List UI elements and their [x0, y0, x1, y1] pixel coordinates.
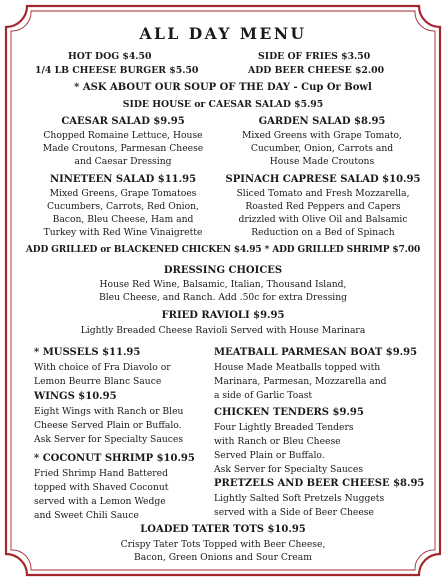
- meatball-boat-title: MEATBALL PARMESAN BOAT $9.95: [214, 347, 418, 358]
- mussels-desc-line: With choice of Fra Diavolo or: [34, 362, 171, 373]
- spinach-desc-line: Roasted Red Peppers and Capers: [245, 201, 401, 212]
- meatball-desc-line: Marinara, Parmesan, Mozzarella and: [214, 376, 387, 387]
- caesar-salad-title: CAESAR SALAD $9.95: [61, 116, 185, 127]
- tenders-desc-line: Four Lightly Breaded Tenders: [214, 422, 354, 433]
- menu-title: ALL DAY MENU: [139, 24, 307, 43]
- coconut-shrimp-title: * COCONUT SHRIMP $10.95: [34, 453, 195, 464]
- dressing-desc-line: House Red Wine, Balsamic, Italian, Thousand Island,: [99, 279, 347, 290]
- nineteen-desc-line: Bacon, Bleu Cheese, Ham and: [52, 214, 194, 225]
- side-fries-item: SIDE OF FRIES $3.50: [258, 51, 371, 62]
- pretzels-desc-line: Lightly Salted Soft Pretzels Nuggets: [214, 493, 385, 504]
- spinach-desc-line: Reduction on a Bed of Spinach: [251, 227, 395, 238]
- spinach-desc-line: Sliced Tomato and Fresh Mozzarella,: [236, 188, 410, 199]
- wings-desc-line: Eight Wings with Ranch or Bleu: [34, 406, 184, 417]
- nineteen-desc-line: Turkey with Red Wine Vinaigrette: [43, 227, 203, 238]
- caesar-desc-line: Chopped Romaine Lettuce, House: [43, 130, 203, 141]
- add-protein-line: ADD GRILLED or BLACKENED CHICKEN $4.95 * ADD GRILLED SHRIMP $7.00: [25, 245, 421, 255]
- meatball-desc-line: a side of Garlic Toast: [214, 390, 313, 401]
- shrimp-desc-line: and Sweet Chili Sauce: [34, 510, 139, 521]
- tenders-desc-line: Served Plain or Buffalo.: [214, 450, 325, 461]
- mussels-desc-line: Lemon Beurre Blanc Sauce: [34, 376, 162, 387]
- wings-title: WINGS $10.95: [34, 391, 117, 402]
- nineteen-desc-line: Mixed Greens, Grape Tomatoes: [49, 188, 197, 199]
- tater-tots-title: LOADED TATER TOTS $10.95: [140, 524, 306, 535]
- tots-desc-line: Bacon, Green Onions and Sour Cream: [134, 552, 312, 563]
- spinach-salad-title: SPINACH CAPRESE SALAD $10.95: [225, 174, 421, 185]
- hot-dog-item: HOT DOG $4.50: [68, 51, 152, 62]
- pretzels-desc-line: served with a Side of Beer Cheese: [214, 507, 374, 518]
- tenders-desc-line: with Ranch or Bleu Cheese: [214, 436, 341, 447]
- garden-desc-line: House Made Croutons: [269, 156, 375, 167]
- ravioli-title: FRIED RAVIOLI $9.95: [161, 310, 285, 321]
- wings-desc-line: Ask Server for Specialty Sauces: [34, 434, 184, 445]
- chicken-tenders-title: CHICKEN TENDERS $9.95: [214, 407, 364, 418]
- garden-desc-line: Mixed Greens with Grape Tomato,: [242, 130, 402, 141]
- shrimp-desc-line: topped with Shaved Coconut: [34, 482, 169, 493]
- tots-desc-line: Crispy Tater Tots Topped with Beer Cheese,: [120, 539, 326, 550]
- meatball-desc-line: House Made Meatballs topped with: [214, 362, 381, 373]
- ravioli-desc-line: Lightly Breaded Cheese Ravioli Served with House Marinara: [80, 325, 366, 336]
- shrimp-desc-line: served with a Lemon Wedge: [34, 496, 166, 507]
- cheese-burger-item: 1/4 LB CHEESE BURGER $5.50: [35, 65, 199, 76]
- spinach-desc-line: drizzled with Olive Oil and Balsamic: [238, 214, 408, 225]
- caesar-desc-line: and Caesar Dressing: [74, 156, 172, 167]
- soup-notice: * ASK ABOUT OUR SOUP OF THE DAY - Cup Or Bowl: [74, 82, 372, 93]
- dressing-desc-line: Bleu Cheese, and Ranch. Add .50c for extra Dressing: [98, 292, 348, 303]
- dressing-title: DRESSING CHOICES: [163, 265, 283, 276]
- wings-desc-line: Cheese Served Plain or Buffalo.: [34, 420, 182, 431]
- pretzels-title: PRETZELS AND BEER CHEESE $8.95: [214, 478, 425, 489]
- shrimp-desc-line: Fried Shrimp Hand Battered: [34, 468, 168, 479]
- nineteen-salad-title: NINETEEN SALAD $11.95: [49, 174, 197, 185]
- mussels-title: * MUSSELS $11.95: [34, 347, 141, 358]
- caesar-desc-line: Made Croutons, Parmesan Cheese: [42, 143, 204, 154]
- tenders-desc-line: Ask Server for Specialty Sauces: [214, 464, 364, 475]
- garden-desc-line: Cucumber, Onion, Carrots and: [250, 143, 394, 154]
- side-salad-item: SIDE HOUSE or CAESAR SALAD $5.95: [122, 99, 324, 110]
- add-beer-cheese-item: ADD BEER CHEESE $2.00: [248, 65, 385, 76]
- nineteen-desc-line: Cucumbers, Carrots, Red Onion,: [47, 201, 199, 212]
- garden-salad-title: GARDEN SALAD $8.95: [258, 116, 386, 127]
